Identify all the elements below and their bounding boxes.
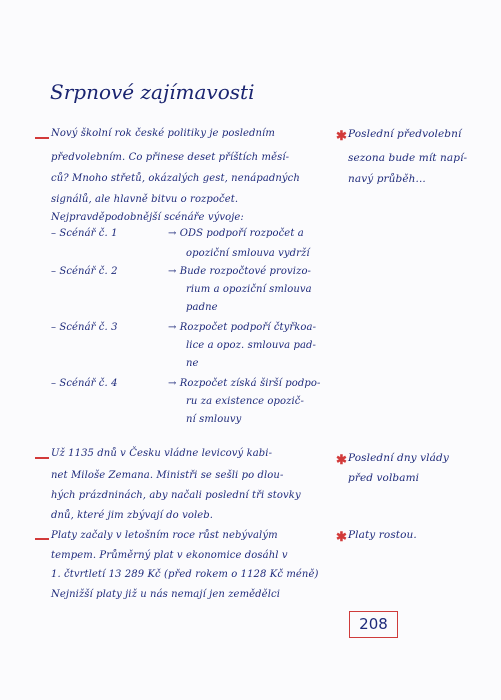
text-line: 1. čtvrtletí 13 289 Kč (před rokem o 1128 Kč méně) [51, 569, 319, 580]
scenario-desc: ne [186, 358, 199, 369]
bullet-dash [35, 137, 49, 139]
page-title: Srpnové zajímavosti [50, 80, 255, 104]
text-line: Nový školní rok české politiky je posledním [51, 128, 275, 139]
scenario-desc: lice a opoz. smlouva pad- [186, 340, 317, 351]
scenario-label: – Scénář č. 1 [51, 228, 118, 239]
page-number-box: 208 [349, 611, 398, 638]
scenario-desc: opoziční smlouva vydrží [186, 248, 310, 259]
scenario-label: – Scénář č. 2 [51, 266, 118, 277]
text-line: net Miloše Zemana. Ministři se sešli po dlou- [51, 470, 284, 481]
text-line: Nejnižší platy již u nás nemají jen zemědělci [51, 589, 280, 600]
side-note-line: Poslední předvolební [348, 128, 462, 140]
side-note-line: Platy rostou. [348, 529, 417, 541]
text-line: tempem. Průměrný plat v ekonomice dosáhl v [51, 550, 288, 561]
bullet-dash [35, 457, 49, 459]
text-line: Nejpravděpodobnější scénáře vývoje: [51, 212, 244, 223]
scenario-desc: → Rozpočet získá širší podpo- [168, 378, 321, 389]
text-line: Už 1135 dnů v Česku vládne levicový kabi- [51, 448, 273, 459]
asterisk-icon: ✱ [336, 530, 347, 545]
text-line: předvolebním. Co přinese deset příštích měsí- [51, 152, 290, 163]
scenario-desc: → Rozpočet podpoří čtyřkoa- [168, 322, 317, 333]
asterisk-icon: ✱ [336, 453, 347, 468]
text-line: signálů, ale hlavně bitvu o rozpočet. [51, 194, 239, 205]
scenario-desc: → Bude rozpočtové provizo- [168, 266, 312, 277]
scenario-desc: → ODS podpoří rozpočet a [168, 228, 304, 239]
scenario-label: – Scénář č. 4 [51, 378, 118, 389]
scenario-desc: rium a opoziční smlouva [186, 284, 312, 295]
scenario-desc: padne [186, 302, 218, 313]
bullet-dash [35, 538, 49, 540]
text-line: Platy začaly v letošním roce růst nebývalým [51, 530, 278, 541]
text-line: dnů, které jim zbývají do voleb. [51, 510, 214, 521]
side-note-line: Poslední dny vlády [348, 452, 449, 464]
scenario-label: – Scénář č. 3 [51, 322, 118, 333]
side-note-line: před volbami [348, 472, 420, 484]
scenario-desc: ní smlouvy [186, 414, 242, 425]
side-note-line: sezona bude mít napí- [348, 152, 468, 164]
side-note-line: navý průběh... [348, 173, 426, 185]
text-line: hých prázdninách, aby načali poslední tři stovky [51, 490, 301, 501]
scenario-desc: ru za existence opozič- [186, 396, 304, 407]
text-line: ců? Mnoho střetů, okázalých gest, nenápadných [51, 173, 300, 184]
asterisk-icon: ✱ [336, 129, 347, 144]
